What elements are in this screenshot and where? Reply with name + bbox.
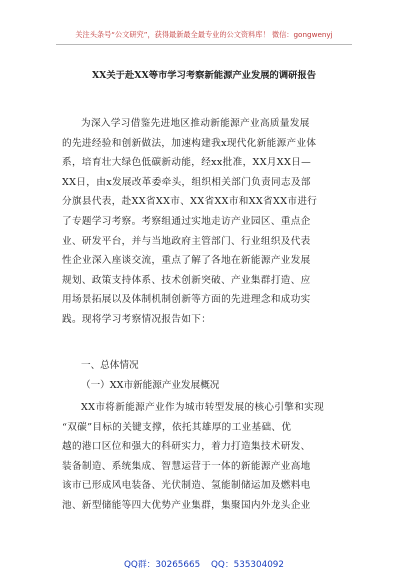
section-heading-overall: 一、总体情况 — [81, 360, 139, 371]
qq-number: QQ：535304092 — [210, 560, 285, 570]
qq-group-number: QQ群：30265665 — [123, 560, 201, 570]
body-line: 该市已形成风电装备、光伏制造、氢能制储运加及燃料电 — [62, 480, 311, 492]
body-line: “双碳”目标的关键支撑，依托其雄厚的工业基础、优 — [62, 421, 292, 433]
wechat-id: gongwenyj — [293, 30, 333, 39]
subsection-heading-city-overview: （一）XX市新能源产业发展概况 — [81, 380, 220, 391]
intro-line: XX日，由x发展改革委牵头，组织相关部门负责同志及部 — [62, 176, 311, 188]
intro-line: 用场景拓展以及体制机制创新等方面的先进理念和成功实 — [62, 294, 311, 306]
intro-line: 性企业深入座谈交流，重点了解了各地在新能源产业发展 — [62, 255, 311, 267]
header-promo-note — [0, 30, 408, 40]
body-line: 池、新型储能等四大优势产业集群，集聚国内外龙头企业 — [62, 499, 311, 511]
intro-line: 业、研发平台，并与当地政府主管部门、行业组织及代表 — [62, 235, 311, 247]
intro-line: 分旗县代表，赴XX省XX市、XX省XX市和XX省XX市进行 — [62, 196, 318, 208]
intro-line: 了专题学习考察。考察组通过实地走访产业园区、重点企 — [62, 215, 311, 227]
footer-contact — [0, 560, 408, 571]
intro-line: 的先进经验和创新做法，加速构建我x现代化新能源产业体 — [62, 137, 317, 149]
intro-line: 系，培育壮大绿色低碳新动能，经xx批准，XX月XX日— — [62, 157, 312, 169]
intro-line: 规划、政策支持体系、技术创新突破、产业集群打造、应 — [62, 274, 311, 286]
body-line: 越的港口区位和强大的科研实力，着力打造集技术研发、 — [62, 441, 311, 453]
body-line: XX市将新能源产业作为城市转型发展的核心引擎和实现 — [81, 402, 325, 413]
intro-line: 践。现将学习考察情况报告如下： — [62, 313, 212, 325]
header-divider — [56, 44, 352, 45]
body-line: 装备制造、系统集成、智慧运营于一体的新能源产业高地 — [62, 460, 311, 472]
promo-text: 关注头条号“公文研究”，获得最新最全最专业的公文资料库！ 微信： — [75, 30, 294, 39]
document-title: XX关于赴XX等市学习考察新能源产业发展的调研报告 — [91, 70, 317, 81]
city-overview-paragraph — [62, 398, 348, 516]
intro-line: 为深入学习借鉴先进地区推动新能源产业高质量发展 — [81, 118, 310, 129]
intro-paragraph — [62, 114, 348, 330]
